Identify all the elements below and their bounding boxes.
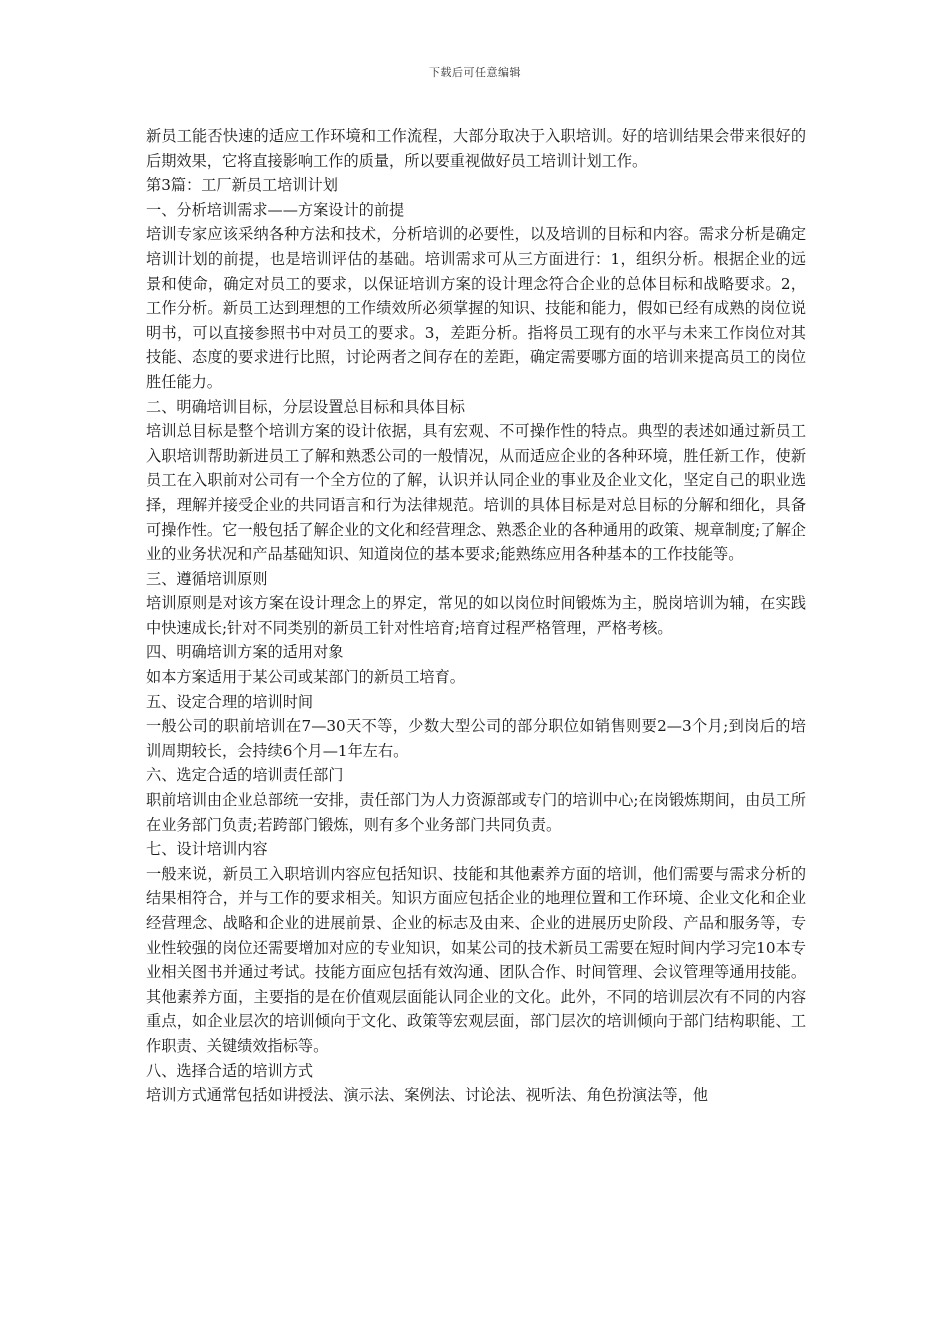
section-heading-6: 六、选定合适的培训责任部门 <box>146 766 344 785</box>
section-heading-3: 三、遵循培训原则 <box>146 569 268 588</box>
section-body-7: 一般来说，新员工入职培训内容应包括知识、技能和其他素养方面的培训，他们需要与需求分析的结果相符合，并与工作的要求相关。知识方面应包括企业的地理位置和工作环境、企业文化和企业经营理念、战略和企业的进展前景、企业的标志及由来、企业的进展历史阶段、产品和服务等，专业性较强的岗位还需要增加对应的专业知识，如某公司的技术新员工需要在短时间内学习完10本专业相关图书并通过考试。技能方面应包括有效沟通、团队合作、时间管理、会议管理等通用技能。其他素养方面，主要指的是在价值观层面能认同企业的文化。此外，不同的培训层次有不同的内容重点，如企业层次的培训倾向于文化、政策等宏观层面，部门层次的培训倾向于部门结构职能、工作职责、关键绩效指标等。 <box>146 864 806 1055</box>
section-heading-5: 五、设定合理的培训时间 <box>146 692 314 711</box>
article-title: 第3篇：工厂新员工培训计划 <box>146 176 338 195</box>
section-heading-1: 一、分析培训需求——方案设计的前提 <box>146 200 405 219</box>
section-heading-2: 二、明确培训目标，分层设置总目标和具体目标 <box>146 397 465 416</box>
page-header-note: 下载后可任意编辑 <box>429 66 521 79</box>
section-body-3: 培训原则是对该方案在设计理念上的界定，常见的如以岗位时间锻炼为主，脱岗培训为辅，在实践中快速成长;针对不同类别的新员工针对性培育;培育过程严格管理，严格考核。 <box>146 594 806 637</box>
document-body <box>146 124 806 1108</box>
section-heading-8: 八、选择合适的培训方式 <box>146 1061 314 1080</box>
section-body-8: 培训方式通常包括如讲授法、演示法、案例法、讨论法、视听法、角色扮演法等，他 <box>146 1086 708 1105</box>
section-body-5: 一般公司的职前培训在7—30天不等，少数大型公司的部分职位如销售则要2—3个月;到岗后的培训周期较长，会持续6个月—1年左右。 <box>146 717 806 760</box>
section-heading-7: 七、设计培训内容 <box>146 840 268 859</box>
intro-paragraph: 新员工能否快速的适应工作环境和工作流程，大部分取决于入职培训。好的培训结果会带来很好的后期效果，它将直接影响工作的质量，所以要重视做好员工培训计划工作。 <box>146 127 806 170</box>
section-heading-4: 四、明确培训方案的适用对象 <box>146 643 344 662</box>
section-body-2: 培训总目标是整个培训方案的设计依据，具有宏观、不可操作性的特点。典型的表述如通过新员工入职培训帮助新进员工了解和熟悉公司的一般情况，从而适应企业的各种环境，胜任新工作，使新员工在入职前对公司有一个全方位的了解，认识并认同企业的事业及企业文化，坚定自己的职业选择，理解并接受企业的共同语言和行为法律规范。培训的具体目标是对总目标的分解和细化，具备可操作性。它一般包括了解企业的文化和经营理念、熟悉企业的各种通用的政策、规章制度;了解企业的业务状况和产品基础知识、知道岗位的基本要求;能熟练应用各种基本的工作技能等。 <box>146 422 806 564</box>
section-body-1: 培训专家应该采纳各种方法和技术，分析培训的必要性，以及培训的目标和内容。需求分析是确定培训计划的前提，也是培训评估的基础。培训需求可从三方面进行：1，组织分析。根据企业的远景和使命，确定对员工的要求，以保证培训方案的设计理念符合企业的总体目标和战略要求。2，工作分析。新员工达到理想的工作绩效所必须掌握的知识、技能和能力，假如已经有成熟的岗位说明书，可以直接参照书中对员工的要求。3，差距分析。指将员工现有的水平与未来工作岗位对其技能、态度的要求进行比照，讨论两者之间存在的差距，确定需要哪方面的培训来提高员工的岗位胜任能力。 <box>146 225 806 391</box>
section-body-6: 职前培训由企业总部统一安排，责任部门为人力资源部或专门的培训中心;在岗锻炼期间，由员工所在业务部门负责;若跨部门锻炼，则有多个业务部门共同负责。 <box>146 791 806 834</box>
section-body-4: 如本方案适用于某公司或某部门的新员工培育。 <box>146 668 465 687</box>
